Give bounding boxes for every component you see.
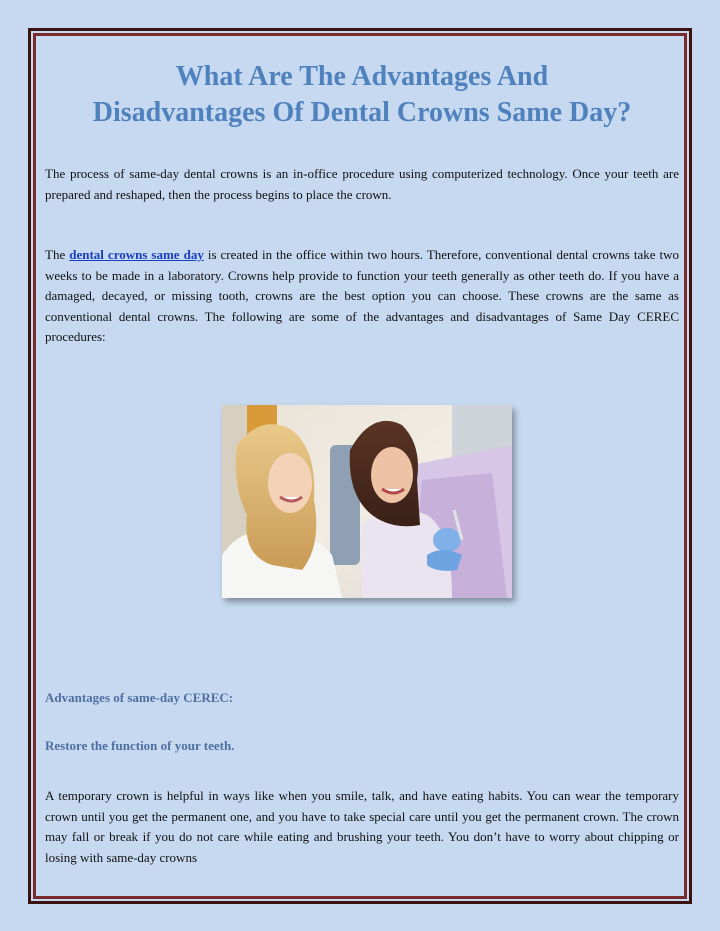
title-line-2: Disadvantages Of Dental Crowns Same Day? — [92, 97, 632, 128]
dental-crowns-same-day-link[interactable]: dental crowns same day — [69, 247, 204, 262]
restore-function-heading: Restore the function of your teeth. — [45, 738, 235, 753]
temporary-crown-paragraph: A temporary crown is helpful in ways like when you smile, talk, and have eating habits. You can wear the temporary crown until you get the permanent one, and you have to take special care until you get the permanent crown. The crown may fall or break if you do not care while eating and brushing your teeth. You don’t have to worry about chipping or losing with same-day crowns — [45, 788, 679, 865]
crowns-paragraph-lead: The — [45, 247, 70, 262]
dentist-patient-photo — [222, 405, 512, 598]
crowns-paragraph — [45, 245, 679, 348]
advantages-heading: Advantages of same-day CEREC: — [45, 690, 234, 705]
crowns-paragraph-body: is created in the office within two hours. Therefore, conventional dental crowns take two weeks to be made in a laboratory. Crowns help provide to function your teeth generally as other teeth do. If you have a damaged, decayed, or missing tooth, crowns are the best option you can choose. These crowns are the same as conventional dental crowns. The following are some of the advantages and disadvantages of Same Day CEREC procedures: — [45, 247, 680, 344]
title-line-1: What Are The Advantages And — [175, 61, 549, 92]
intro-paragraph: The process of same-day dental crowns is an in-office procedure using computerized technology. Once your teeth are prepared and reshaped, then the process begins to place the crown. — [45, 166, 679, 202]
page-frame — [28, 28, 692, 904]
document-body — [45, 59, 680, 865]
document-title — [45, 59, 679, 131]
dentist-patient-illustration — [222, 405, 512, 598]
